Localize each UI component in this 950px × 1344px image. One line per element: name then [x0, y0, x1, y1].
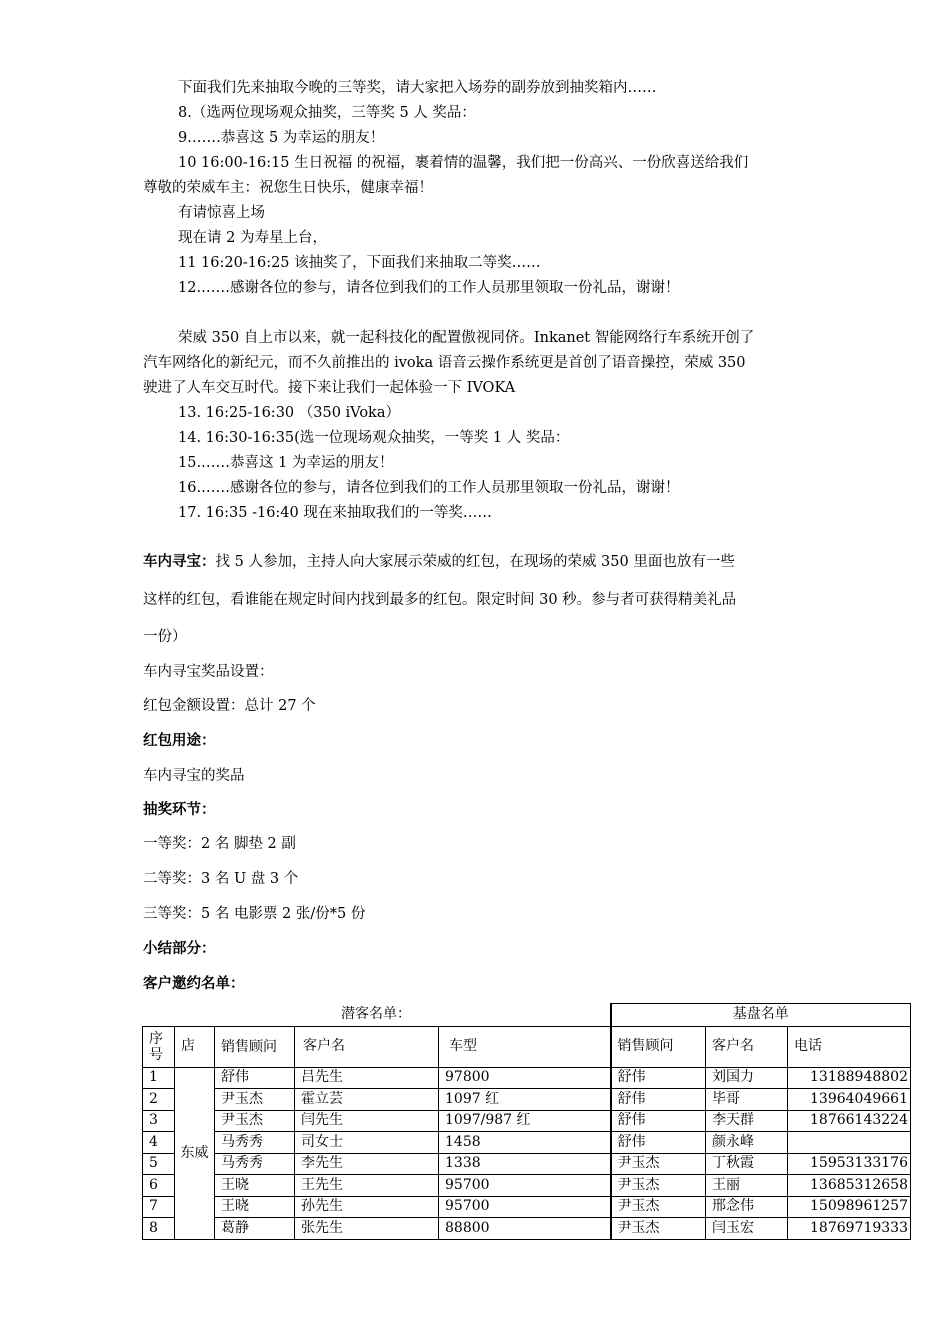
- row-customer: 李先生: [295, 1153, 439, 1175]
- header-customer-base: 客户名: [706, 1026, 788, 1067]
- table-row: [143, 1218, 911, 1240]
- paragraph-treasure-3: 一份）: [143, 629, 187, 645]
- row-no: 3: [143, 1110, 175, 1132]
- row-customer: 王先生: [295, 1175, 439, 1197]
- row-model: 97800: [439, 1067, 611, 1089]
- row-advisor-base: 舒伟: [611, 1089, 706, 1111]
- paragraph-step-10: 10 16:00-16:15 生日祝福 的祝福，裹着情的温馨，我们把一份高兴、一份欣喜送给我们: [178, 155, 749, 171]
- treasure-label: 车内寻宝：: [143, 553, 216, 570]
- paragraph-step-12: 12.……感谢各位的参与，请各位到我们的工作人员那里领取一份礼品，谢谢！: [178, 280, 680, 296]
- prospect-list-title: 潜客名单：: [143, 1004, 611, 1027]
- base-list-title: 基盘名单: [611, 1004, 911, 1027]
- row-advisor: 葛静: [215, 1218, 295, 1240]
- paragraph-treasure-1: [143, 553, 735, 571]
- row-advisor-base: 尹玉杰: [611, 1218, 706, 1240]
- row-model: 95700: [439, 1175, 611, 1197]
- paragraph-surprise: 有请惊喜上场: [178, 205, 265, 221]
- red-envelope-usage-label: 红包用途：: [143, 732, 216, 749]
- row-advisor: 马秀秀: [215, 1132, 295, 1154]
- row-customer-base: 颜永峰: [706, 1132, 788, 1154]
- row-advisor-base: 尹玉杰: [611, 1153, 706, 1175]
- row-advisor: 尹玉杰: [215, 1089, 295, 1111]
- paragraph-step-14: 14. 16:30-16:35(选一位现场观众抽奖，一等奖 1 人 奖品：: [178, 430, 570, 446]
- header-customer: 客户名: [295, 1026, 439, 1067]
- paragraph-step-15: 15.……恭喜这 1 为幸运的朋友！: [178, 455, 394, 471]
- row-model: 1097 红: [439, 1089, 611, 1111]
- table-row: [143, 1153, 911, 1175]
- table-title-row: [143, 1004, 911, 1027]
- row-phone: 13964049661: [788, 1089, 911, 1111]
- store-cell: 东威: [175, 1067, 215, 1239]
- paragraph-roewe-intro-2: 汽车网络化的新纪元，而不久前推出的 ivoka 语音云操作系统更是首创了语音操控，荣威 350: [143, 355, 746, 371]
- row-phone: [788, 1132, 911, 1154]
- row-model: 95700: [439, 1196, 611, 1218]
- row-phone: 13188948802: [788, 1067, 911, 1089]
- row-customer-base: 王丽: [706, 1175, 788, 1197]
- row-phone: 13685312658: [788, 1175, 911, 1197]
- row-no: 4: [143, 1132, 175, 1154]
- row-advisor-base: 尹玉杰: [611, 1196, 706, 1218]
- row-customer-base: 闫玉宏: [706, 1218, 788, 1240]
- paragraph-birthday-stage: 现在请 2 为寿星上台，: [178, 230, 327, 246]
- table-row: [143, 1110, 911, 1132]
- row-advisor-base: 尹玉杰: [611, 1175, 706, 1197]
- row-advisor: 尹玉杰: [215, 1110, 295, 1132]
- red-envelope-usage: 车内寻宝的奖品: [143, 768, 245, 784]
- row-customer: 司女士: [295, 1132, 439, 1154]
- row-customer: 霍立芸: [295, 1089, 439, 1111]
- paragraph-step-11: 11 16:20-16:25 该抽奖了，下面我们来抽取二等奖……: [178, 255, 541, 271]
- row-customer-base: 邢念伟: [706, 1196, 788, 1218]
- row-advisor: 王晓: [215, 1196, 295, 1218]
- paragraph-roewe-intro-3: 驶进了人车交互时代。接下来让我们一起体验一下 IVOKA: [143, 380, 516, 396]
- row-phone: 18766143224: [788, 1110, 911, 1132]
- treasure-text-1: 找 5 人参加，主持人向大家展示荣威的红包，在现场的荣威 350 里面也放有一些: [215, 554, 735, 570]
- row-customer-base: 丁秋霞: [706, 1153, 788, 1175]
- row-advisor: 王晓: [215, 1175, 295, 1197]
- row-customer-base: 毕哥: [706, 1089, 788, 1111]
- row-customer: 孙先生: [295, 1196, 439, 1218]
- row-customer-base: 刘国力: [706, 1067, 788, 1089]
- lottery-second-prize: 二等奖：3 名 U 盘 3 个: [143, 871, 299, 887]
- table-row: [143, 1196, 911, 1218]
- table-header-row: [143, 1026, 911, 1067]
- header-model: 车型: [439, 1026, 611, 1067]
- customer-invitation-table: [142, 1003, 911, 1240]
- invite-list-label: 客户邀约名单：: [143, 975, 245, 992]
- row-advisor: 马秀秀: [215, 1153, 295, 1175]
- row-model: 88800: [439, 1218, 611, 1240]
- lottery-label: 抽奖环节：: [143, 801, 216, 818]
- row-phone: 18769719333: [788, 1218, 911, 1240]
- header-advisor: 销售顾问: [215, 1026, 295, 1067]
- row-phone: 15098961257: [788, 1196, 911, 1218]
- table-row: [143, 1089, 911, 1111]
- row-model: 1097/987 红: [439, 1110, 611, 1132]
- paragraph-roewe-intro-1: 荣威 350 自上市以来，就一起科技化的配置傲视同侪。Inkanet 智能网络行车系统开创了: [178, 330, 755, 346]
- row-no: 1: [143, 1067, 175, 1089]
- paragraph-step-9: 9.……恭喜这 5 为幸运的朋友！: [178, 130, 385, 146]
- row-no: 6: [143, 1175, 175, 1197]
- table-row: [143, 1067, 911, 1089]
- paragraph-draw-third-prize: 下面我们先来抽取今晚的三等奖，请大家把入场券的副券放到抽奖箱内……: [178, 80, 657, 96]
- paragraph-treasure-2: 这样的红包，看谁能在规定时间内找到最多的红包。限定时间 30 秒。参与者可获得精美礼品: [143, 592, 737, 608]
- header-store: 店: [175, 1026, 215, 1067]
- row-phone: 15953133176: [788, 1153, 911, 1175]
- paragraph-step-10-cont: 尊敬的荣威车主：祝您生日快乐，健康幸福！: [143, 180, 433, 196]
- row-no: 8: [143, 1218, 175, 1240]
- summary-label: 小结部分：: [143, 940, 216, 957]
- paragraph-step-17: 17. 16:35 -16:40 现在来抽取我们的一等奖……: [178, 505, 492, 521]
- row-advisor-base: 舒伟: [611, 1132, 706, 1154]
- row-no: 2: [143, 1089, 175, 1111]
- row-customer: 闫先生: [295, 1110, 439, 1132]
- row-customer: 吕先生: [295, 1067, 439, 1089]
- header-no: 序号: [143, 1026, 175, 1067]
- row-customer-base: 李天群: [706, 1110, 788, 1132]
- paragraph-step-16: 16.……感谢各位的参与，请各位到我们的工作人员那里领取一份礼品，谢谢！: [178, 480, 680, 496]
- paragraph-step-13: 13. 16:25-16:30 （350 iVoka）: [178, 405, 400, 421]
- header-phone: 电话: [788, 1026, 911, 1067]
- table-row: [143, 1175, 911, 1197]
- treasure-prize-setting: 车内寻宝奖品设置：: [143, 664, 274, 680]
- row-advisor-base: 舒伟: [611, 1067, 706, 1089]
- row-advisor-base: 舒伟: [611, 1110, 706, 1132]
- header-advisor-base: 销售顾问: [611, 1026, 706, 1067]
- row-model: 1458: [439, 1132, 611, 1154]
- row-model: 1338: [439, 1153, 611, 1175]
- lottery-first-prize: 一等奖：2 名 脚垫 2 副: [143, 836, 296, 852]
- row-customer: 张先生: [295, 1218, 439, 1240]
- red-envelope-amount: 红包金额设置：总计 27 个: [143, 698, 316, 714]
- lottery-third-prize: 三等奖：5 名 电影票 2 张/份*5 份: [143, 906, 366, 922]
- row-no: 5: [143, 1153, 175, 1175]
- row-no: 7: [143, 1196, 175, 1218]
- row-advisor: 舒伟: [215, 1067, 295, 1089]
- paragraph-step-8: 8.（选两位现场观众抽奖，三等奖 5 人 奖品：: [178, 105, 476, 121]
- table-row: [143, 1132, 911, 1154]
